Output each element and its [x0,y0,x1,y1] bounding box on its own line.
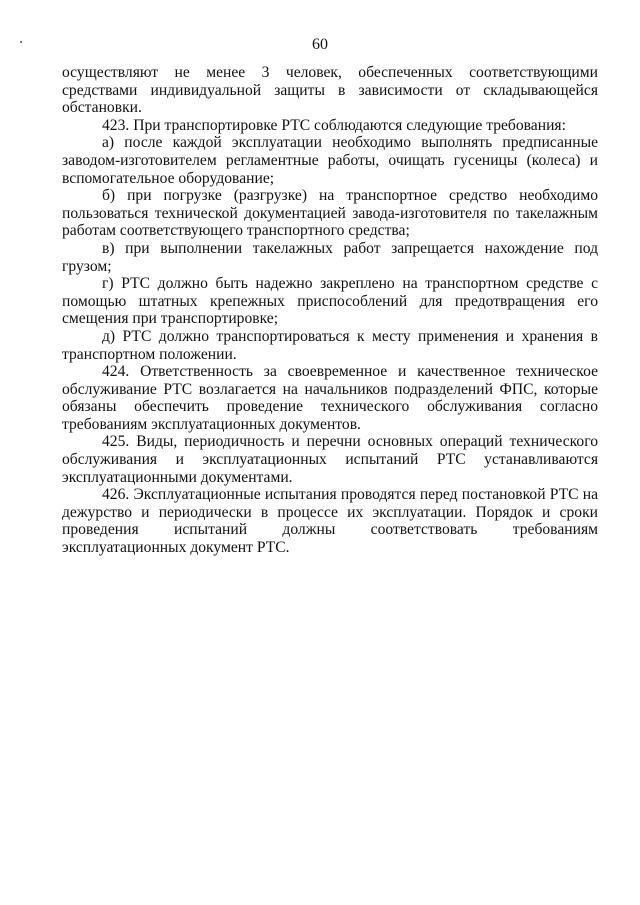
list-item-v: в) при выполнении такелажных работ запрещается нахождение под грузом; [62,239,598,275]
list-item-a: а) после каждой эксплуатации необходимо выполнять предписанные заводом-изготовителем регламентные работы, очищать гусеницы (колеса) и вспомогательное оборудование; [62,134,598,187]
paragraph-426: 426. Эксплуатационные испытания проводятся перед постановкой РТС на дежурство и периодически в процессе их эксплуатации. Порядок и сроки проведения испытаний должны соответствовать требованиям эксплуатационных документ РТС. [62,486,598,557]
paragraph-423: 423. При транспортировке РТС соблюдаются следующие требования: [102,116,566,134]
document-body [62,64,598,557]
list-item-b: б) при погрузке (разгрузке) на транспортное средство необходимо пользоваться технической документацией завода-изготовителя по такелажным работам соответствующего транспортного средства; [62,187,598,240]
list-item-d: д) РТС должно транспортироваться к месту применения и хранения в транспортном положении. [62,327,598,363]
paragraph-425: 425. Виды, периодичность и перечни основных операций технического обслуживания и эксплуатационных испытаний РТС устанавливаются эксплуатационными документами. [62,433,598,486]
paragraph-424: 424. Ответственность за своевременное и качественное техническое обслуживание РТС возлагается на начальников подразделений ФПС, которые обязаны обеспечить проведение технического обслуживания согласно требованиям эксплуатационных документов. [62,363,598,433]
page-number: 60 [312,36,328,53]
list-item-g: г) РТС должно быть надежно закреплено на транспортном средстве с помощью штатных крепежных приспособлений для предотвращения его смещения при транспортировке; [62,275,598,328]
paragraph-continuation: осуществляют не менее 3 человек, обеспеченных соответствующими средствами индивидуальной защиты в зависимости от складывающейся обстановки. [62,64,598,117]
